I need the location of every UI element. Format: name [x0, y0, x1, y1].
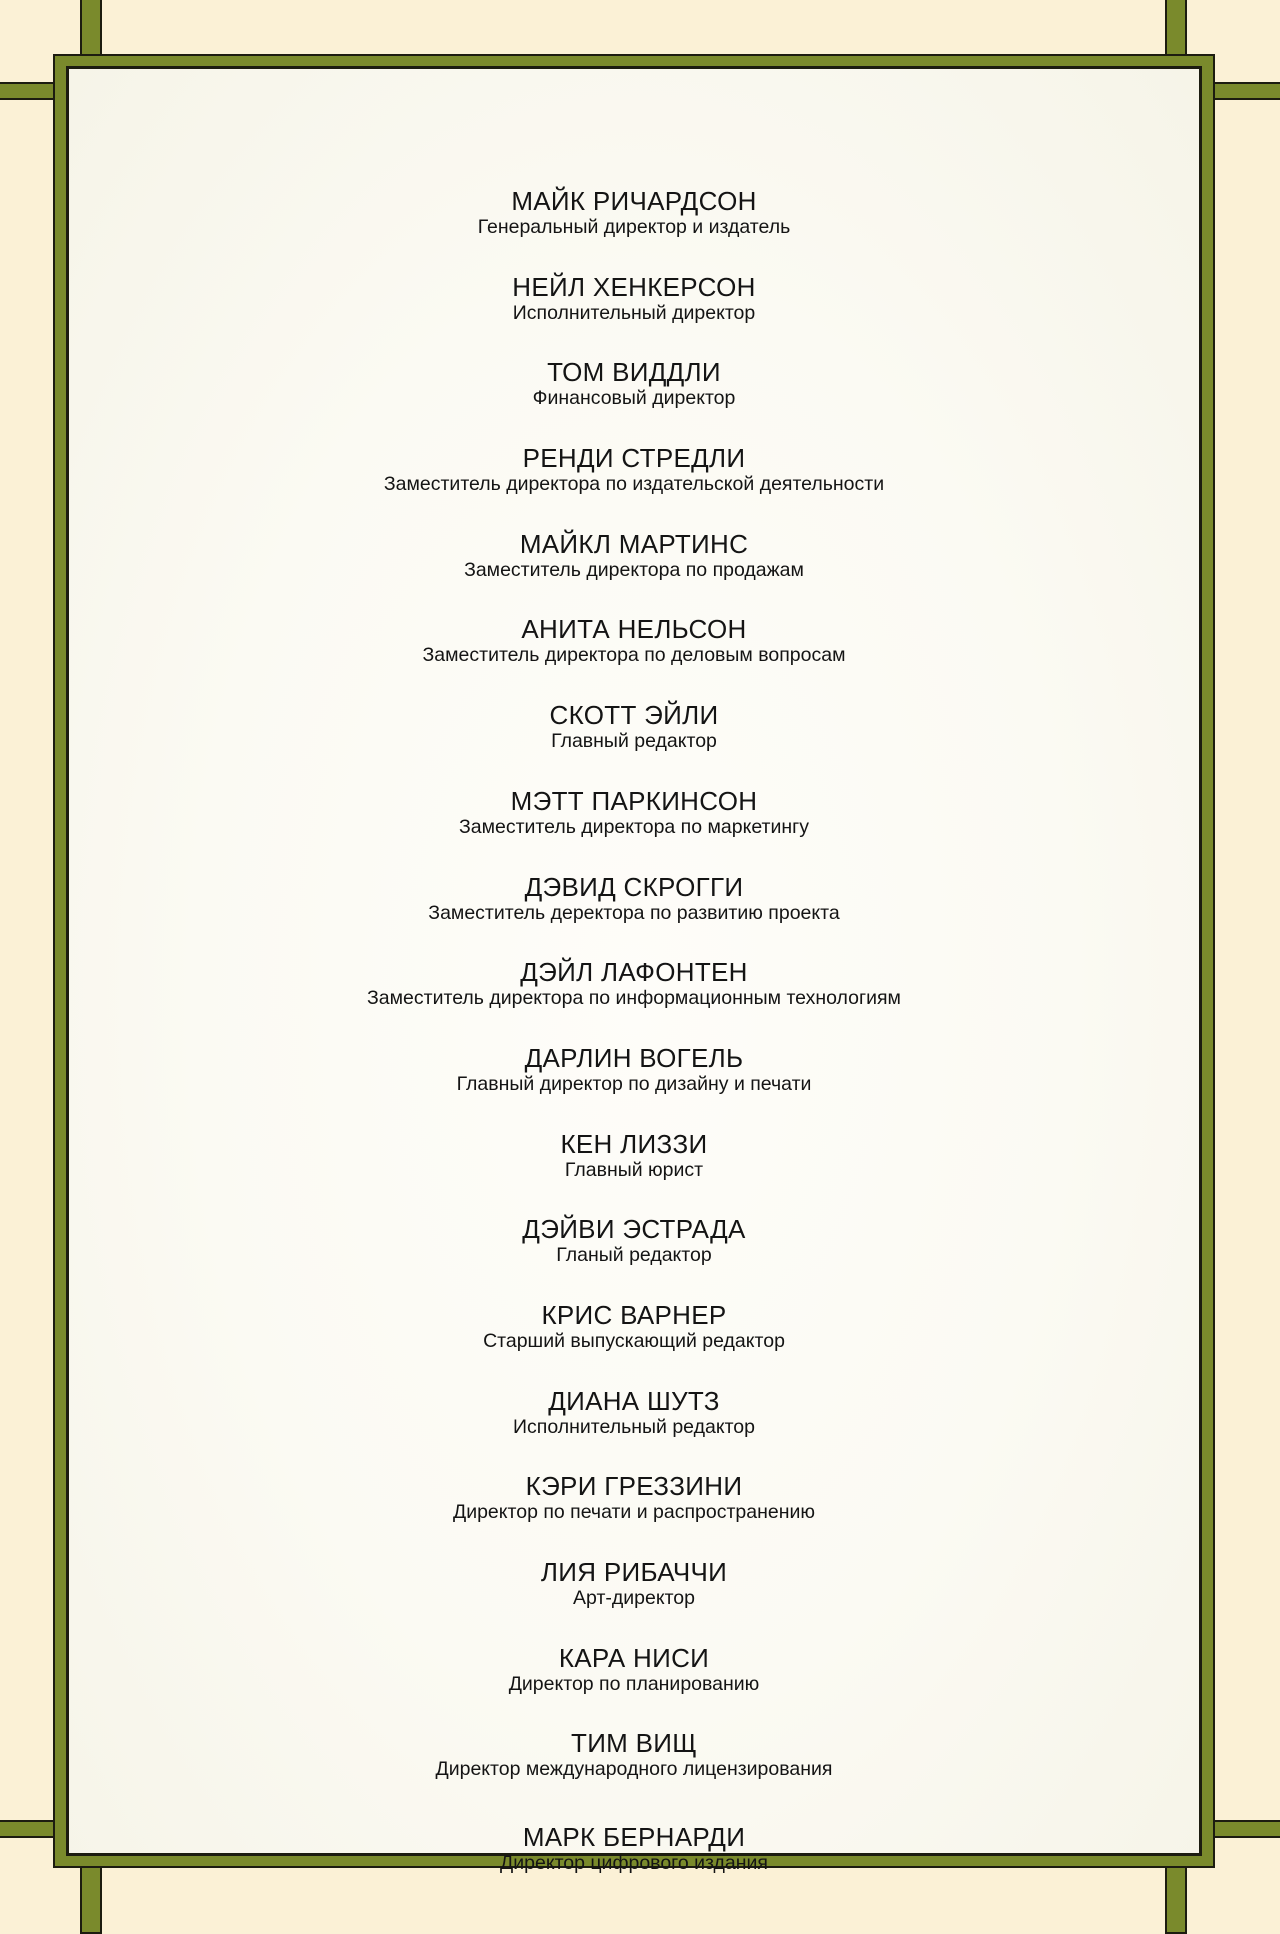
credit-entry — [69, 1301, 1199, 1387]
credit-role: Директор международного лицензирования — [435, 1758, 833, 1781]
credit-role: Финансовый директор — [532, 387, 736, 410]
credit-name: ДЭВИД СКРОГГИ — [524, 871, 744, 902]
credit-name: МЭТТ ПАРКИНСОН — [510, 785, 758, 816]
credit-name: МАЙКЛ МАРТИНС — [519, 528, 749, 559]
credit-entry — [69, 1472, 1199, 1558]
credit-name: ТИМ ВИЩ — [571, 1728, 697, 1759]
credit-role: Старший выпускающий редактор — [483, 1329, 785, 1352]
credit-role: Исполнительный редактор — [513, 1415, 755, 1438]
credit-role: Главный юрист — [564, 1158, 704, 1181]
credit-entry — [69, 187, 1199, 273]
credit-entry — [69, 1044, 1199, 1130]
credit-role: Главный редактор — [551, 730, 717, 753]
credits-list — [69, 187, 1199, 1909]
credit-role: Директор по печати и распространению — [452, 1501, 816, 1524]
credit-name: КАРА НИСИ — [558, 1642, 710, 1673]
credit-role: Заместитель директора по издательской деятельности — [383, 473, 885, 496]
credit-entry — [69, 1729, 1199, 1815]
credit-name: ДЭЙВИ ЭСТРАДА — [522, 1214, 746, 1245]
credit-entry — [69, 1215, 1199, 1301]
border-bar-left-top-horizontal — [0, 82, 58, 100]
credit-name: РЕНДИ СТРЕДЛИ — [522, 443, 746, 474]
credit-name: МАЙК РИЧАРДСОН — [511, 186, 757, 216]
credit-entry — [69, 615, 1199, 701]
credit-entry — [69, 787, 1199, 873]
credit-role: Заместитель директора по деловым вопросам — [422, 644, 846, 667]
credit-role: Заместитель директора по информационным технологиям — [367, 987, 901, 1010]
credit-role: Заместитель директора по продажам — [464, 558, 804, 581]
credit-name: КЕН ЛИЗЗИ — [560, 1128, 708, 1159]
credit-name: МАРК БЕРНАРДИ — [522, 1822, 746, 1853]
credit-role: Заместитель директора по маркетингу — [458, 815, 809, 838]
credit-entry — [69, 873, 1199, 959]
border-bar-top-left-vertical — [80, 0, 102, 60]
credit-entry — [69, 1644, 1199, 1730]
border-bar-right-bottom-horizontal — [1210, 1820, 1280, 1838]
credit-name: ДЭЙЛ ЛАФОНТЕН — [520, 957, 748, 988]
credit-role: Директор цифрового издания — [500, 1852, 768, 1875]
credit-entry — [69, 273, 1199, 359]
credit-name: СКОТТ ЭЙЛИ — [549, 700, 719, 731]
credit-name: ДАРЛИН ВОГЕЛЬ — [524, 1042, 744, 1073]
credit-name: ЛИЯ РИБАЧЧИ — [540, 1557, 728, 1587]
credit-entry — [69, 1558, 1199, 1644]
border-bar-right-top-horizontal — [1210, 82, 1280, 100]
credit-name: ДИАНА ШУТЗ — [548, 1385, 720, 1416]
credit-name: НЕЙЛ ХЕНКЕРСОН — [512, 271, 756, 302]
credit-entry — [69, 358, 1199, 444]
credit-entry — [69, 1823, 1199, 1909]
credit-entry — [69, 958, 1199, 1044]
credit-entry — [69, 530, 1199, 616]
credit-name: КРИС ВАРНЕР — [541, 1299, 727, 1330]
credit-name: ТОМ ВИДДЛИ — [547, 357, 721, 388]
credit-role: Директор по планированию — [508, 1672, 760, 1695]
credit-role: Главный директор по дизайну и печати — [456, 1072, 812, 1095]
credit-role: Генеральный директор и издатель — [477, 216, 791, 238]
credit-entry — [69, 1130, 1199, 1216]
credit-entry — [69, 444, 1199, 530]
border-bar-top-right-vertical — [1165, 0, 1187, 60]
credit-name: КЭРИ ГРЕЗЗИНИ — [525, 1471, 743, 1502]
credit-role: Исполнительный директор — [512, 301, 756, 324]
credit-name: АНИТА НЕЛЬСОН — [521, 614, 747, 645]
credit-role: Заместитель деректора по развитию проекта — [428, 901, 840, 924]
credit-entry — [69, 701, 1199, 787]
border-bar-left-bottom-horizontal — [0, 1820, 58, 1838]
credit-role: Арт-директор — [573, 1587, 695, 1609]
credits-panel — [66, 66, 1202, 1875]
credit-entry — [69, 1387, 1199, 1473]
credit-role: Гланый редактор — [556, 1244, 712, 1267]
